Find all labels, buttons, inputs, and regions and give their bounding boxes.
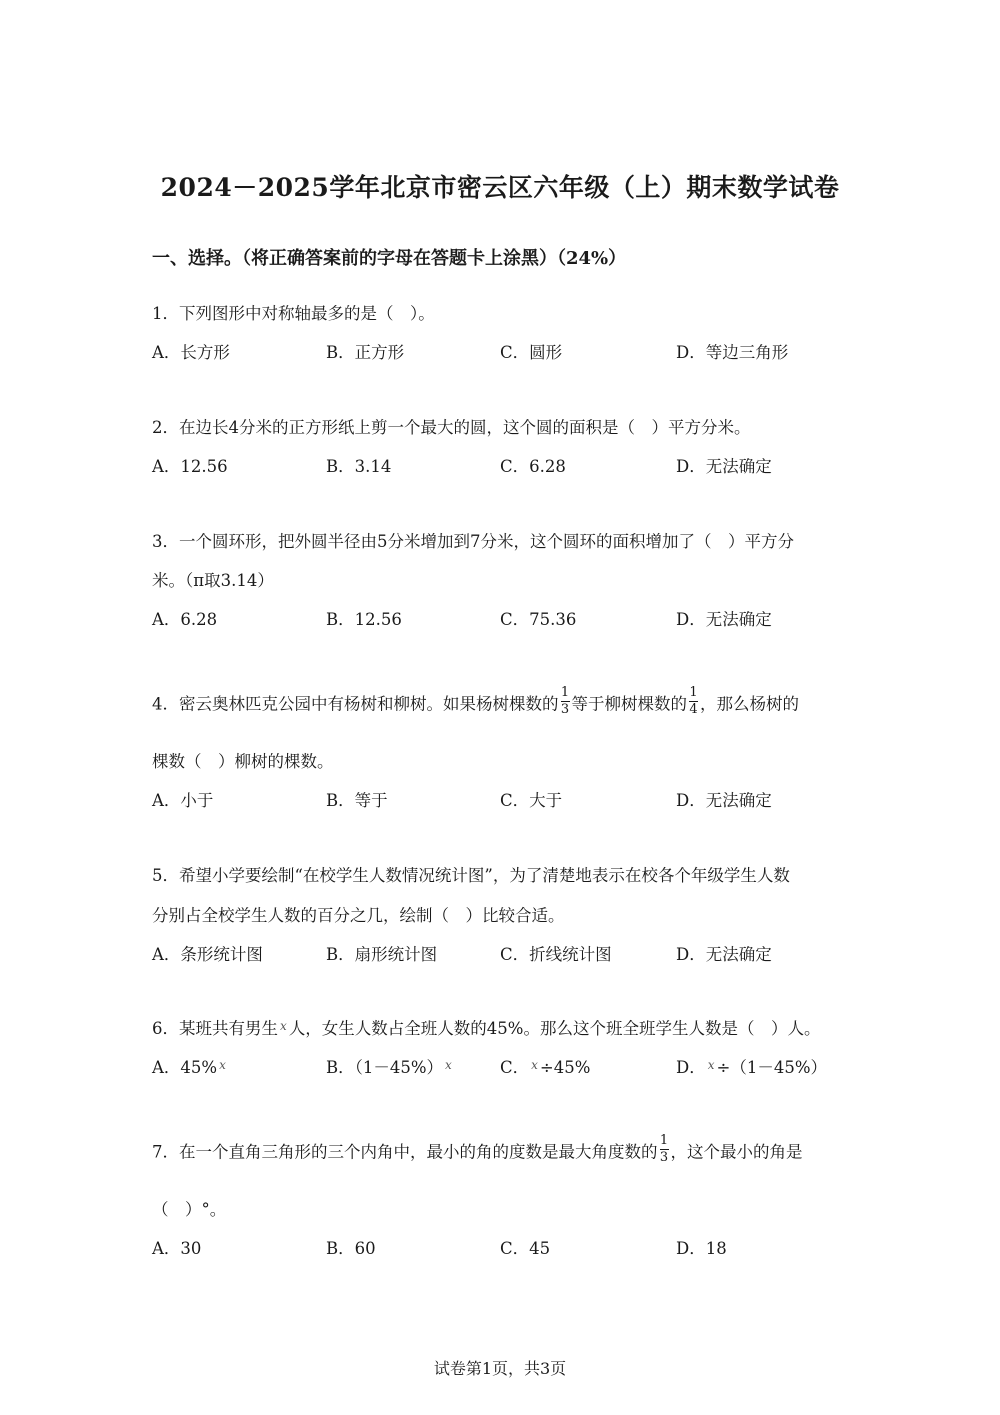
page-footer: 试卷第1页，共3页 [433, 1359, 567, 1378]
fraction-one-third: $\frac{1}{3}$ [659, 1133, 669, 1165]
q1-option-a: A．长方形 [152, 343, 230, 362]
section-heading: 一、选择。（将正确答案前的字母在答题卡上涂黑）（24%） [152, 248, 627, 269]
q7-text-part-2: ，这个最小的角是 [670, 1142, 803, 1162]
fraction-one-quarter: $\frac{1}{4}$ [689, 685, 698, 717]
q3-option-a: A．6.28 [152, 610, 218, 629]
q4-option-a: A．小于 [152, 791, 214, 810]
q2-option-a: A．12.56 [152, 457, 228, 476]
q3-option-c: C．75.36 [500, 610, 577, 629]
q6-option-c: C． $^x$ ÷45% [500, 1058, 591, 1077]
question-3-line-1: 3．一个圆环形，把外圆半径由5分米增加到7分米，这个圆环的面积增加了（ ）平方分 [152, 532, 794, 551]
q7-option-b: B．60 [326, 1239, 376, 1258]
q4-option-c: C．大于 [500, 791, 563, 810]
q7-option-c: C．45 [500, 1239, 551, 1258]
q2-option-d: D．无法确定 [676, 457, 772, 476]
q7-text-part-1: 7．在一个直角三角形的三个内角中，最小的角的度数是最大角度数的 [152, 1142, 658, 1162]
q4-text-part-3: ，那么杨树的 [700, 694, 799, 714]
q1-option-d: D．等边三角形 [676, 343, 789, 362]
exam-title: 2024－2025学年北京市密云区六年级（上）期末数学试卷 [160, 173, 840, 202]
question-7-line-1 [152, 1133, 803, 1168]
variable-x: x [280, 1019, 287, 1033]
question-5-line-1: 5．希望小学要绘制“在校学生人数情况统计图”，为了清楚地表示在校各个年级学生人数 [152, 866, 790, 885]
q6-option-b: B．（1－45%） $^x$ [326, 1058, 452, 1077]
q3-option-b: B．12.56 [326, 610, 402, 629]
question-4-line-1 [152, 685, 799, 720]
q6-option-a: A．45% $^x$ [152, 1058, 226, 1077]
q7-option-d: D．18 [676, 1239, 727, 1258]
q4-option-d: D．无法确定 [676, 791, 772, 810]
q1-option-c: C．圆形 [500, 343, 563, 362]
q5-option-b: B．扇形统计图 [326, 945, 438, 964]
q5-option-c: C．折线统计图 [500, 945, 612, 964]
q1-option-b: B．正方形 [326, 343, 405, 362]
q6-text-part-2: 人，女生人数占全班人数的45%。那么这个班全班学生人数是（ ）人。 [288, 1019, 821, 1038]
q2-option-c: C．6.28 [500, 457, 566, 476]
question-2-text: 2．在边长4分米的正方形纸上剪一个最大的圆，这个圆的面积是（ ）平方分米。 [152, 418, 751, 437]
question-1-text: 1．下列图形中对称轴最多的是（ ）。 [152, 304, 435, 323]
q5-option-d: D．无法确定 [676, 945, 772, 964]
fraction-one-third: $\frac{1}{3}$ [560, 685, 570, 717]
question-3-line-2: 米。（π取3.14） [152, 571, 274, 590]
q4-text-part-2: 等于柳树棵数的 [571, 694, 687, 714]
q4-option-b: B．等于 [326, 791, 388, 810]
q3-option-d: D．无法确定 [676, 610, 772, 629]
question-4-line-2: 棵数（ ）柳树的棵数。 [152, 752, 334, 771]
question-5-line-2: 分别占全校学生人数的百分之几，绘制（ ）比较合适。 [152, 906, 565, 925]
q4-text-part-1: 4．密云奥林匹克公园中有杨树和柳树。如果杨树棵数的 [152, 694, 559, 714]
q5-option-a: A．条形统计图 [152, 945, 263, 964]
q6-option-d: D． $^x$ ÷（1－45%） [676, 1058, 828, 1077]
q6-text-part-1: 6．某班共有男生 [152, 1019, 278, 1038]
question-6-text [152, 1015, 820, 1039]
question-7-line-2: （ ）°。 [152, 1200, 227, 1219]
q2-option-b: B．3.14 [326, 457, 392, 476]
q7-option-a: A．30 [152, 1239, 202, 1258]
